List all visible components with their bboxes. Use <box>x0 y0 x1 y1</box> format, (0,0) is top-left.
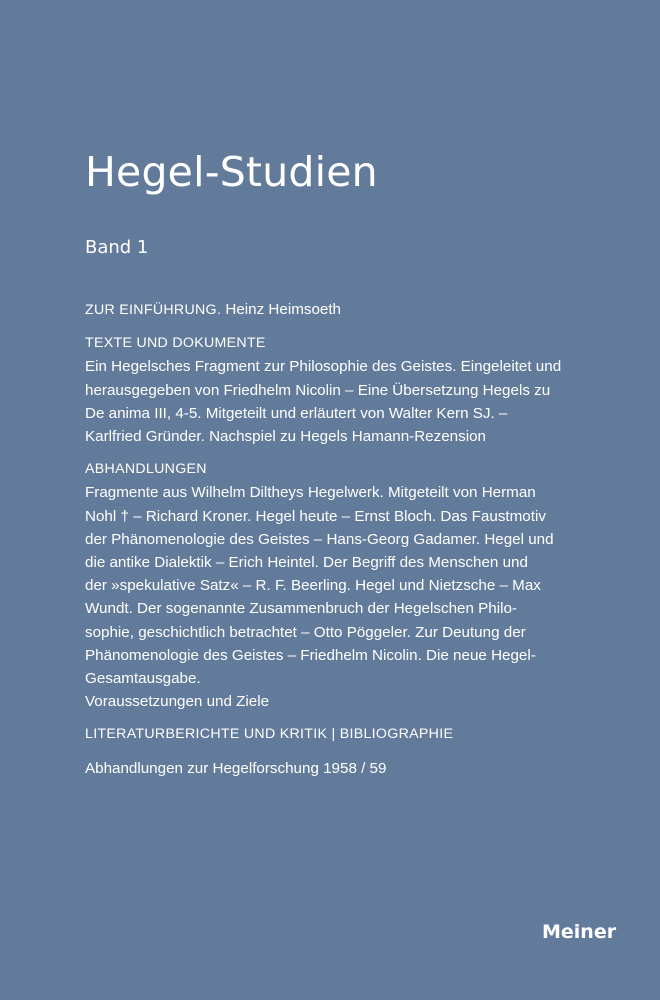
section-line: Gesamtausgabe. <box>85 670 201 688</box>
book-title: Hegel-Studien <box>85 148 378 196</box>
intro-author: Heinz Heimsoeth <box>225 301 342 318</box>
section-gap <box>85 322 575 332</box>
intro-label: ZUR EINFÜHRUNG. <box>85 302 222 318</box>
section-gap <box>85 747 575 757</box>
section-line: die antike Dialektik – Erich Heintel. Der Begriff des Menschen und <box>85 554 528 572</box>
intro-section <box>85 298 575 322</box>
section-line: Nohl † – Richard Kroner. Hegel heute – Ernst Bloch. Das Faustmotiv <box>85 507 546 525</box>
section-line: Abhandlungen zur Hegelforschung 1958 / 59 <box>85 759 387 777</box>
publisher-logo: Meiner <box>542 921 617 943</box>
section-heading: LITERATURBERICHTE UND KRITIK | BIBLIOGRAPHIE <box>85 726 454 743</box>
section-gap <box>85 448 575 458</box>
table-of-contents <box>85 298 575 780</box>
section-line: Voraussetzungen und Ziele <box>85 693 270 711</box>
literaturberichte-section <box>85 723 575 746</box>
texte-dokumente-section <box>85 332 575 448</box>
section-line: sophie, geschichtlich betrachtet – Otto Pöggeler. Zur Deutung der <box>85 623 526 641</box>
section-gap <box>85 713 575 723</box>
section-line: Fragmente aus Wilhelm Diltheys Hegelwerk. Mitgeteilt von Herman <box>85 484 536 502</box>
section-line: der »spekulative Satz« – R. F. Beerling. Hegel und Nietzsche – Max <box>85 577 541 595</box>
hegelforschung-section <box>85 757 575 780</box>
volume-label: Band 1 <box>85 237 149 258</box>
section-line: der Phänomenologie des Geistes – Hans-Georg Gadamer. Hegel und <box>85 530 554 548</box>
section-line: herausgegeben von Friedhelm Nicolin – Eine Übersetzung Hegels zu <box>85 381 551 399</box>
abhandlungen-section <box>85 458 575 713</box>
intro-line <box>85 298 575 322</box>
section-line: Wundt. Der sogenannte Zusammenbruch der Hegelschen Philo- <box>85 600 517 618</box>
section-line: De anima III, 4-5. Mitgeteilt und erläutert von Walter Kern SJ. – <box>85 404 508 422</box>
section-heading: ABHANDLUNGEN <box>85 461 207 478</box>
section-line: Phänomenologie des Geistes – Friedhelm Nicolin. Die neue Hegel- <box>85 646 536 664</box>
section-heading: TEXTE UND DOKUMENTE <box>85 335 266 352</box>
section-line: Ein Hegelsches Fragment zur Philosophie des Geistes. Eingeleitet und <box>85 358 562 376</box>
section-line: Karlfried Gründer. Nachspiel zu Hegels Hamann-Rezension <box>85 428 486 446</box>
